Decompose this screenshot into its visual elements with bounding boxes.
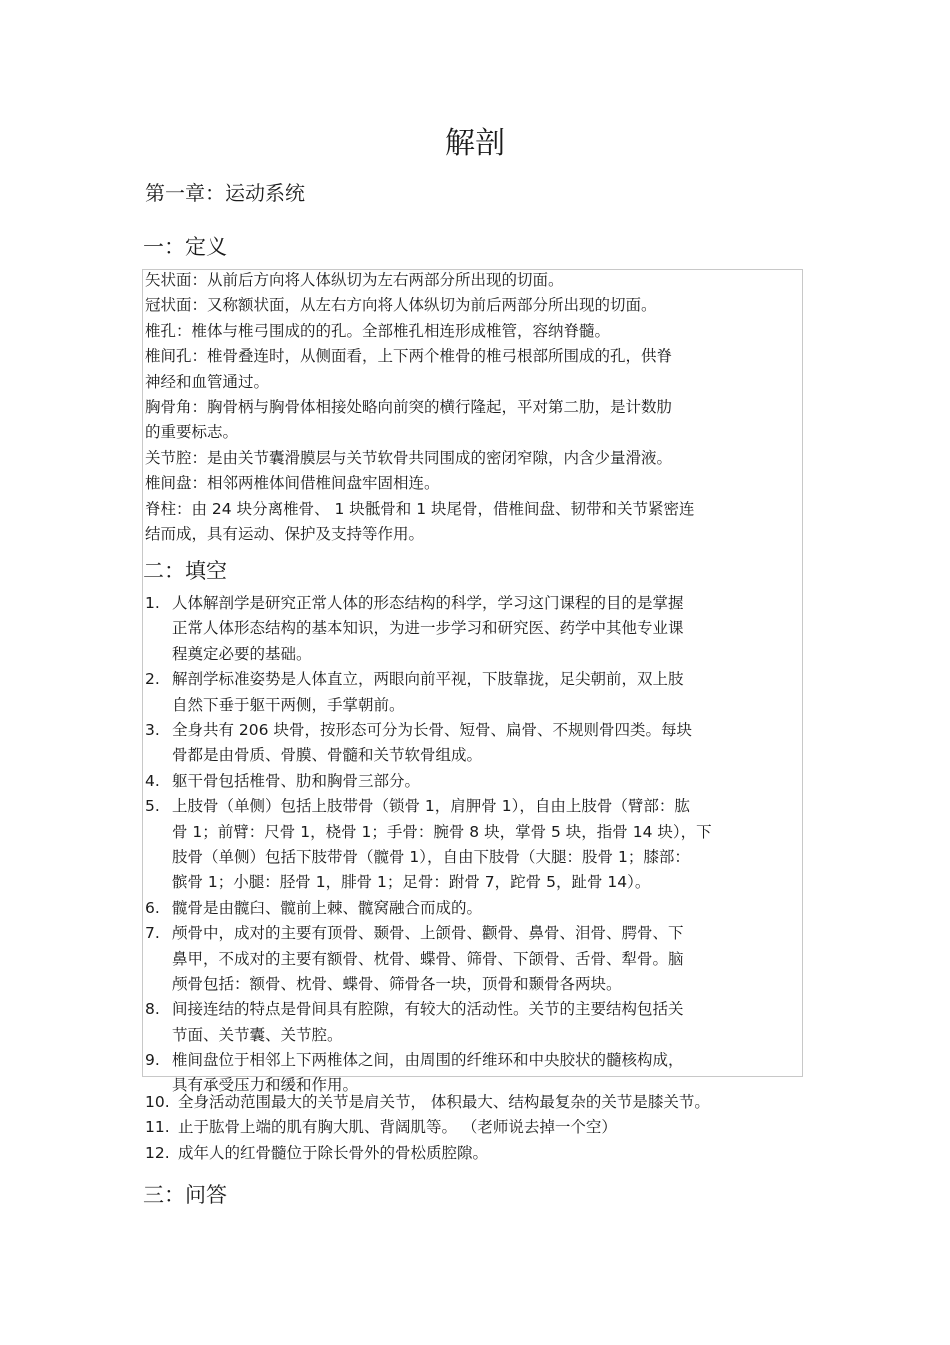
list-item xyxy=(145,591,805,667)
definition-line: 神经和血管通过。 xyxy=(145,372,270,391)
list-item xyxy=(145,769,805,794)
item-line: 颅骨包括：额骨、枕骨、蝶骨、筛骨各一块，顶骨和颞骨各两块。 xyxy=(172,974,622,993)
list-item xyxy=(145,794,805,896)
item-number: 6. xyxy=(145,898,160,917)
definition-line: 椎间盘：相邻两椎体间借椎间盘牢固相连。 xyxy=(145,474,440,493)
item-line: 上肢骨（单侧）包括上肢带骨（锁骨 1，肩胛骨 1），自由上肢骨（臂部：肱 xyxy=(172,797,690,816)
item-line: 全身共有 206 块骨，按形态可分为长骨、短骨、扁骨、不规则骨四类。每块 xyxy=(172,720,692,739)
definition-line: 椎孔：椎体与椎弓围成的的孔。全部椎孔相连形成椎管，容纳脊髓。 xyxy=(145,321,611,340)
item-line: 鼻甲，不成对的主要有额骨、枕骨、蝶骨、筛骨、下颌骨、舌骨、犁骨。脑 xyxy=(172,949,684,968)
item-line: 肢骨（单侧）包括下肢带骨（髋骨 1），自由下肢骨（大腿：股骨 1；膝部： xyxy=(172,847,690,866)
item-line: 节面、关节囊、关节腔。 xyxy=(172,1025,343,1044)
chapter-heading: 第一章：运动系统 xyxy=(145,181,305,205)
definition-line: 结而成，具有运动、保护及支持等作用。 xyxy=(145,524,425,543)
fill-blank-list xyxy=(145,591,805,1099)
item-number: 7. xyxy=(145,924,160,943)
definition-line: 椎间孔：椎骨叠连时，从侧面看，上下两个椎骨的椎弓根部所围成的孔，供脊 xyxy=(145,347,673,366)
item-number: 8. xyxy=(145,1000,160,1019)
item-line: 成年人的红骨髓位于除长骨外的骨松质腔隙。 xyxy=(178,1143,489,1162)
list-item xyxy=(145,1141,805,1166)
item-line: 解剖学标准姿势是人体直立，两眼向前平视，下肢靠拢，足尖朝前，双上肢 xyxy=(172,670,684,689)
item-number: 10. xyxy=(145,1093,170,1111)
list-item xyxy=(145,1090,805,1115)
item-line: 骨都是由骨质、骨膜、骨髓和关节软骨组成。 xyxy=(172,746,483,765)
item-line: 躯干骨包括椎骨、肋和胸骨三部分。 xyxy=(172,771,421,790)
definition-line: 的重要标志。 xyxy=(145,423,239,442)
item-line: 人体解剖学是研究正常人体的形态结构的科学，学习这门课程的目的是掌握 xyxy=(172,594,684,612)
list-item xyxy=(145,921,805,997)
item-number: 12. xyxy=(145,1143,170,1162)
item-number: 9. xyxy=(145,1051,160,1070)
definition-line: 冠状面：又称额状面，从左右方向将人体纵切为前后两部分所出现的切面。 xyxy=(145,296,657,315)
definition-line: 脊柱：由 24 块分离椎骨、 1 块骶骨和 1 块尾骨，借椎间盘、韧带和关节紧密连 xyxy=(145,499,695,518)
definitions-block xyxy=(145,268,795,547)
fill-blank-list-continued xyxy=(145,1090,805,1166)
item-number: 4. xyxy=(145,771,160,790)
definition-line: 关节腔：是由关节囊滑膜层与关节软骨共同围成的密闭窄隙，内含少量滑液。 xyxy=(145,448,673,467)
definition-line: 胸骨角：胸骨柄与胸骨体相接处略向前突的横行隆起，平对第二肋，是计数肋 xyxy=(145,397,673,416)
list-item xyxy=(145,718,805,769)
item-line: 具有承受压力和缓和作用。 xyxy=(172,1076,359,1095)
section-heading-definitions: 一：定义 xyxy=(143,235,227,259)
item-number: 2. xyxy=(145,670,160,689)
definition-line: 矢状面：从前后方向将人体纵切为左右两部分所出现的切面。 xyxy=(145,271,564,289)
item-line: 程奠定必要的基础。 xyxy=(172,644,312,663)
item-line: 髋骨是由髋臼、髋前上棘、髋窝融合而成的。 xyxy=(172,898,483,917)
list-item xyxy=(145,997,805,1048)
item-line: 正常人体形态结构的基本知识，为进一步学习和研究医、药学中其他专业课 xyxy=(172,619,684,638)
section-heading-questions: 三：问答 xyxy=(143,1183,227,1207)
item-line: 骨 1；前臂：尺骨 1，桡骨 1；手骨：腕骨 8 块，掌骨 5 块，指骨 14 块），下 xyxy=(172,822,712,841)
item-line: 自然下垂于躯干两侧，手掌朝前。 xyxy=(172,695,405,714)
list-item xyxy=(145,667,805,718)
list-item xyxy=(145,896,805,921)
section-heading-fill-blanks: 二：填空 xyxy=(143,559,227,583)
list-item xyxy=(145,1115,805,1140)
item-number: 3. xyxy=(145,720,160,739)
item-number: 5. xyxy=(145,797,160,816)
item-line: 椎间盘位于相邻上下两椎体之间，由周围的纤维环和中央胶状的髓核构成， xyxy=(172,1051,684,1070)
item-line: 颅骨中，成对的主要有顶骨、颞骨、上颌骨、颧骨、鼻骨、泪骨、腭骨、下 xyxy=(172,924,684,943)
item-line: 全身活动范围最大的关节是肩关节， 体积最大、结构最复杂的关节是膝关节。 xyxy=(178,1093,710,1111)
page-title: 解剖 xyxy=(445,126,505,161)
item-line: 止于肱骨上端的肌有胸大肌、背阔肌等。 （老师说去掉一个空） xyxy=(178,1118,617,1137)
item-number: 11. xyxy=(145,1118,170,1137)
item-number: 1. xyxy=(145,594,160,612)
item-line: 间接连结的特点是骨间具有腔隙，有较大的活动性。关节的主要结构包括关 xyxy=(172,1000,684,1019)
item-line: 髌骨 1；小腿：胫骨 1，腓骨 1；足骨：跗骨 7，跎骨 5，趾骨 14）。 xyxy=(172,873,651,892)
